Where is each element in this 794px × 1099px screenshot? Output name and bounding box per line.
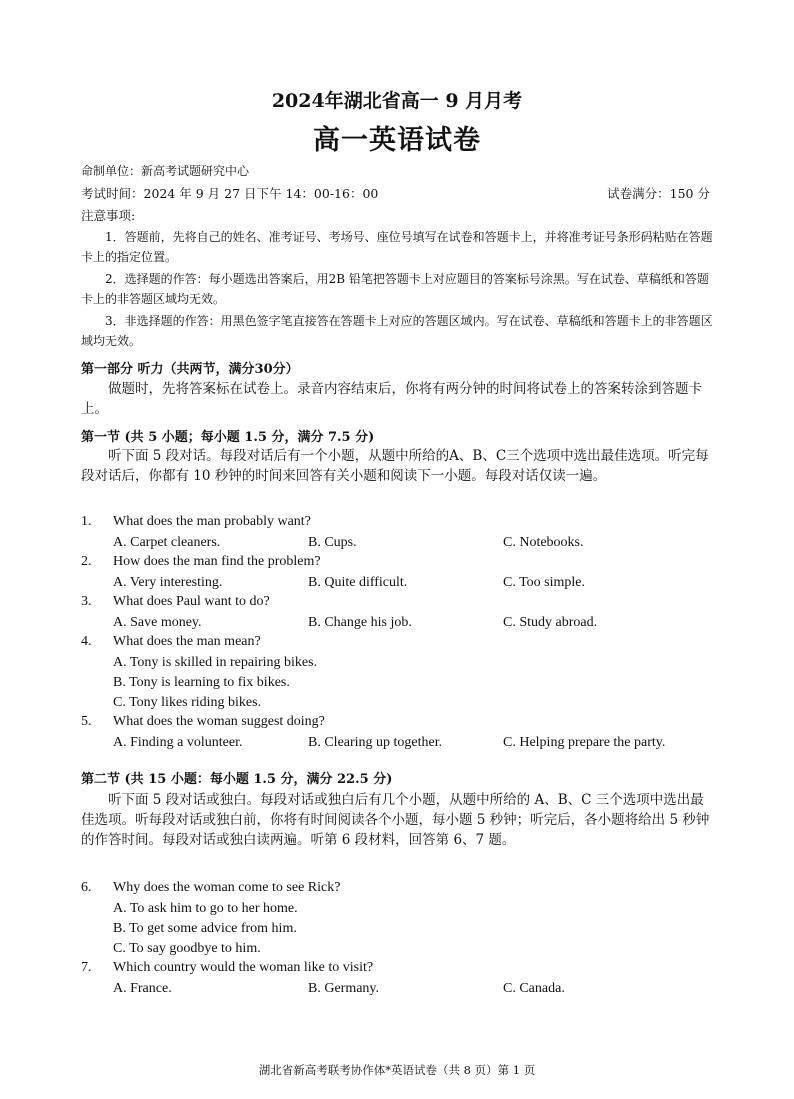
q4-option-c: C. Tony likes riding bikes. <box>113 695 262 710</box>
question-1 <box>81 514 311 530</box>
question-number: 1. <box>81 514 92 529</box>
part1-title: 第一部分 听力（共两节，满分30分） <box>81 362 299 377</box>
part1-intro: 做题时，先将答案标在试卷上。录音内容结束后，你将有两分钟的时间将试卷上的答案转涂到答题卡上。 <box>81 381 702 417</box>
q5-option-b: B. Clearing up together. <box>308 735 443 750</box>
notice-3: 3．非选择题的作答：用黑色签字笔直接答在答题卡上对应的答题区域内。写在试卷、草稿纸和答题卡上的非答题区域均无效。 <box>81 314 713 348</box>
question-text: Which country would the woman like to visit? <box>113 960 374 975</box>
q5-option-a: A. Finding a volunteer. <box>113 735 243 750</box>
question-number: 5. <box>81 714 92 729</box>
question-text: What does the man probably want? <box>113 514 311 529</box>
q2-option-a: A. Very interesting. <box>113 575 223 590</box>
question-number: 3. <box>81 594 92 609</box>
q2-option-b: B. Quite difficult. <box>308 575 408 590</box>
notice-title: 注意事项: <box>81 208 136 223</box>
q6-option-a: A. To ask him to go to her home. <box>113 901 298 916</box>
q7-option-c: C. Canada. <box>503 981 565 996</box>
question-3 <box>81 594 270 610</box>
question-text: What does Paul want to do? <box>113 594 270 609</box>
notice-2: 2．选择题的作答：每小题选出答案后，用2B 铅笔把答题卡上对应题目的答案标号涂黑。写在试卷、草稿纸和答题卡上的非答题区域均无效。 <box>81 272 709 306</box>
section1-intro: 听下面 5 段对话。每段对话后有一个小题，从题中所给的A、B、C三个选项中选出最佳选项。听完每段对话后，你都有 10 秒钟的时间来回答有关小题和阅读下一小题。每段对话仅读一遍。 <box>81 448 709 484</box>
question-6 <box>81 880 340 896</box>
q1-option-c: C. Notebooks. <box>503 535 584 550</box>
q1-option-a: A. Carpet cleaners. <box>113 535 221 550</box>
q2-option-c: C. Too simple. <box>503 575 585 590</box>
exam-title: 2024年湖北省高一 9 月月考 <box>271 90 523 112</box>
q7-option-b: B. Germany. <box>308 981 380 996</box>
exam-time: 考试时间：2024 年 9 月 27 日下午 14：00-16：00 <box>81 186 379 201</box>
question-number: 4. <box>81 634 92 649</box>
question-text: What does the man mean? <box>113 634 261 649</box>
q3-option-a: A. Save money. <box>113 615 202 630</box>
q7-option-a: A. France. <box>113 981 172 996</box>
q6-option-c: C. To say goodbye to him. <box>113 941 261 956</box>
question-5 <box>81 714 325 730</box>
section1-title: 第一节 (共 5 小题；每小题 1.5 分，满分 7.5 分) <box>81 430 375 445</box>
question-number: 6. <box>81 880 92 895</box>
q6-option-b: B. To get some advice from him. <box>113 921 297 936</box>
page-footer: 湖北省新高考联考协作体*英语试卷（共 8 页）第 1 页 <box>258 1063 536 1077</box>
org-line: 命制单位：新高考试题研究中心 <box>81 164 250 178</box>
exam-subtitle: 高一英语试卷 <box>313 125 481 156</box>
q4-option-b: B. Tony is learning to fix bikes. <box>113 675 290 690</box>
q4-option-a: A. Tony is skilled in repairing bikes. <box>113 655 318 670</box>
q3-option-c: C. Study abroad. <box>503 615 598 630</box>
question-text: What does the woman suggest doing? <box>113 714 325 729</box>
question-2 <box>81 554 321 570</box>
q5-option-c: C. Helping prepare the party. <box>503 735 666 750</box>
question-number: 7. <box>81 960 92 975</box>
q1-option-b: B. Cups. <box>308 535 357 550</box>
question-number: 2. <box>81 554 92 569</box>
notice-1: 1．答题前，先将自己的姓名、准考证号、考场号、座位号填写在试卷和答题卡上，并将准考证号条形码粘贴在答题卡上的指定位置。 <box>81 230 713 264</box>
q3-option-b: B. Change his job. <box>308 615 412 630</box>
full-score: 试卷满分：150 分 <box>607 186 710 201</box>
question-7 <box>81 960 373 976</box>
question-text: Why does the woman come to see Rick? <box>113 880 341 895</box>
question-4 <box>81 634 261 650</box>
question-text: How does the man find the problem? <box>113 554 321 569</box>
section2-intro: 听下面 5 段对话或独白。每段对话或独白后有几个小题，从题中所给的 A、B、C 三个选项中选出最佳选项。听每段对话或独白前，你将有时间阅读各个小题，每小题 5 秒钟；听完后，各小题将给出 5 秒钟的作答时间。每段对话或独白读两遍。听第 6 段材料，回答第 6、7 题。 <box>81 792 710 848</box>
section2-title: 第二节 (共 15 小题：每小题 1.5 分，满分 22.5 分) <box>81 772 393 787</box>
